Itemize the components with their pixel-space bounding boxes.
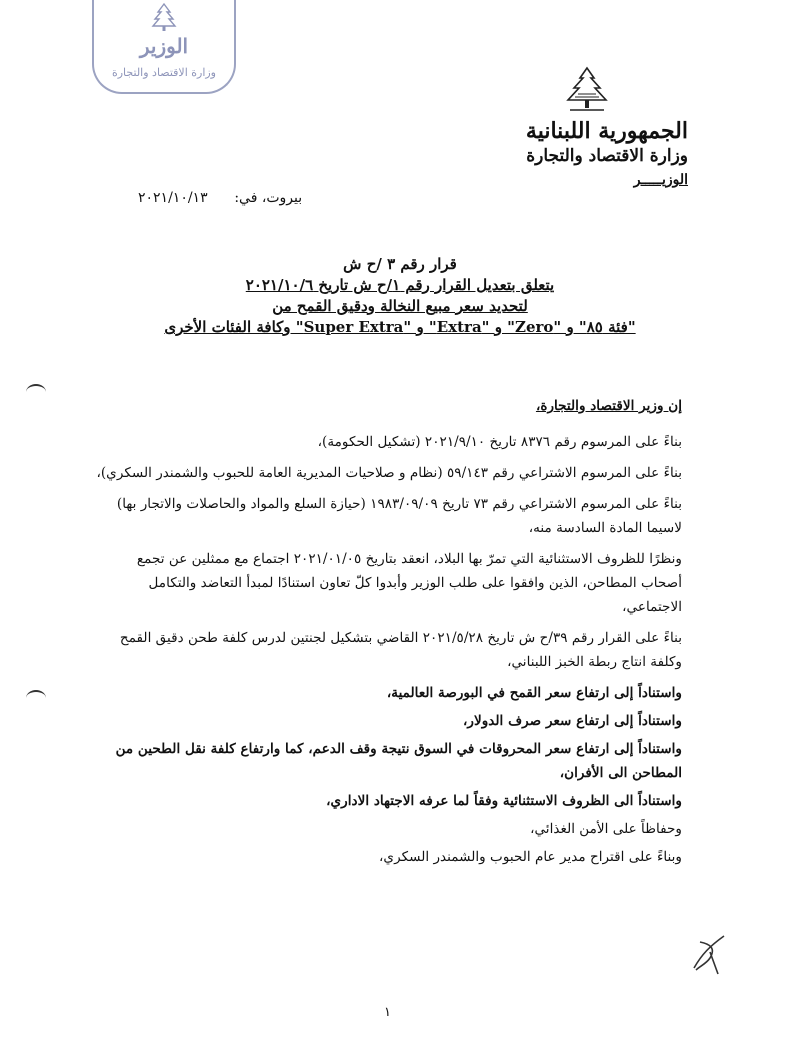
closing-paragraph: وحفاظاً على الأمن الغذائي، <box>530 821 682 837</box>
recital-paragraph: بناءً على القرار رقم ٣٩/ح ش تاريخ ٢٠٢١/٥/٢٨ القاضي بتشكيل لجنتين لدرس كلفة طحن دقيق القمح وكلفة انتاج ربطة الخبز اللبناني، <box>119 630 682 670</box>
decision-subject-line-1: يتعلق بتعديل القرار رقم ١/ح ش تاريخ ٢٠٢١/١٠/٦ <box>245 276 555 294</box>
cedar-emblem-icon <box>560 66 614 116</box>
basis-paragraph: واستناداً إلى ارتفاع سعر المحروقات في السوق نتيجة وقف الدعم، كما وارتفاع كلفة نقل الطحين من المطاحن الى الأفران، <box>115 741 682 781</box>
signature-icon <box>680 924 740 984</box>
decision-heading <box>120 254 680 338</box>
basis-paragraph: واستناداً الى الظروف الاستثنائية وفقاً لما عرفه الاجتهاد الاداري، <box>326 793 682 809</box>
intro-line: إن وزير الاقتصاد والتجارة، <box>535 398 682 414</box>
decision-subject-line-2: لتحديد سعر مبيع النخالة ودقيق القمح من <box>272 297 528 315</box>
recital-paragraph: بناءً على المرسوم الاشتراعي رقم ٧٣ تاريخ ١٩٨٣/٠٩/٠٩ (حيازة السلع والمواد والحاصلات والاتجار بها) لاسيما المادة السادسة منه، <box>116 496 682 536</box>
stamp-ring-text: وزارة الاقتصاد والتجارة <box>111 66 216 79</box>
closing-paragraph: وبناءً على اقتراح مدير عام الحبوب والشمندر السكري، <box>379 849 682 865</box>
republic-name: الجمهورية اللبنانية <box>525 118 688 144</box>
decision-subject-line-3: "فئة ٨٥" و "Zero" و "Extra" و "Super Extra" وكافة الفئات الأخرى <box>164 318 636 336</box>
ministry-name: وزارة الاقتصاد والتجارة <box>526 146 688 166</box>
cedar-icon <box>149 2 179 32</box>
basis-paragraph: واستناداً إلى ارتفاع سعر صرف الدولار، <box>463 713 682 729</box>
official-stamp <box>92 0 236 94</box>
place-date <box>138 190 302 206</box>
punch-hole-mark <box>26 384 46 400</box>
place-label: بيروت، في: <box>234 190 303 206</box>
decision-number: قرار رقم ٣ /ح ش <box>343 255 457 273</box>
stamp-title: الوزير <box>139 34 189 58</box>
recital-paragraph: ونظرًا للظروف الاستثنائية التي تمرّ بها البلاد، انعقد بتاريخ ٢٠٢١/٠١/٠٥ اجتماع مع ممثلين عن تجمع أصحاب المطاحن، الذين وافقوا على طلب الوزير وأبدوا كلّ تعاون استنادًا لمبدأ التعاضد والتكامل الاجتماعي، <box>136 551 682 615</box>
recital-paragraph: بناءً على المرسوم رقم ٨٣٧٦ تاريخ ٢٠٢١/٩/١٠ (تشكيل الحكومة)، <box>317 434 682 450</box>
minister-title: الوزيـــــر <box>633 172 688 188</box>
recital-paragraph: بناءً على المرسوم الاشتراعي رقم ٥٩/١٤٣ (نظام و صلاحيات المديرية العامة للحبوب والشمندر السكري)، <box>96 465 682 481</box>
decision-date: ٢٠٢١/١٠/١٣ <box>138 190 208 206</box>
punch-hole-mark <box>26 690 46 706</box>
document-body <box>92 394 682 873</box>
basis-paragraph: واستناداً إلى ارتفاع سعر القمح في البورصة العالمية، <box>386 685 682 701</box>
page-number: ١ <box>384 1005 391 1020</box>
